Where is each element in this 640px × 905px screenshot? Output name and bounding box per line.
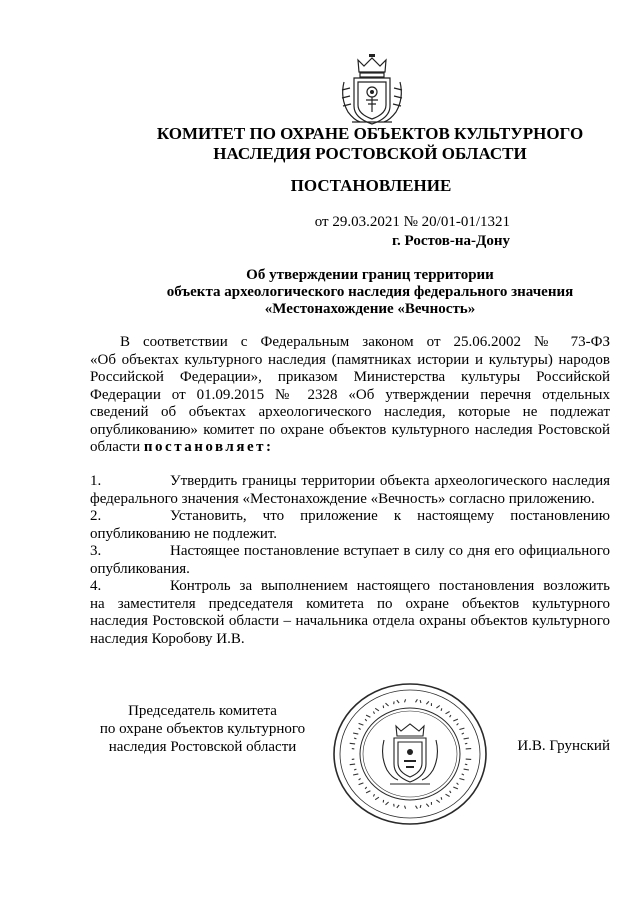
signatory-title-line: наследия Ростовской области [108,739,297,755]
organization-name-line1: КОМИТЕТ ПО ОХРАНЕ ОБЪЕКТОВ КУЛЬТУРНОГО [156,124,584,143]
official-seal-icon [330,680,490,828]
seal-lettering-mark [405,806,406,809]
subject-line1: Об утверждении границ территории [246,267,494,283]
seal-lettering-mark [453,787,458,789]
item-continuation: наследия Ростовской области – начальника отдела охраны объектов культурного [90,613,610,629]
seal-lettering-mark [397,805,399,808]
seal-lettering-mark [464,769,469,770]
seal-lettering-mark [416,699,418,702]
seal-lettering-mark [441,708,442,711]
signatory-title-line: по охране объектов культурного [99,721,306,737]
seal-lettering-mark [354,769,356,770]
preamble-line: опубликованию» комитет по охране объектов культурного наследия Ростовской [90,421,610,438]
document-city: г. Ростов-на-Дону [391,233,510,249]
seal-lettering-mark [386,802,389,805]
decree-item [90,543,610,578]
preamble-line: В соответствии с Федеральным законом от 25.06.2002 № 73-ФЗ [120,334,610,350]
item-text: Установить, что приложение к настоящему постановлению [170,508,610,524]
seal-lettering-mark [359,723,364,725]
seal-lettering-mark [459,728,464,729]
preamble-last-prefix: области [90,439,144,455]
item-continuation: опубликования. [90,560,190,577]
item-first-line [90,508,610,526]
seal-lettering-mark [375,797,379,800]
seal-lettering-mark [426,701,429,704]
item-number: 3. [90,543,102,559]
seal-lettering-mark [446,712,450,714]
seal-lettering-mark [405,699,406,702]
preamble-last-line [90,439,610,457]
item-number: 4. [90,578,102,594]
decree-word: постановляет: [143,439,274,455]
seal-lettering-mark [465,764,467,765]
seal-lettering-mark [441,797,442,800]
seal-lettering-mark [462,774,464,775]
item-first-line [90,543,610,561]
seal-lettering-mark [375,708,379,711]
seal-lettering-mark [373,712,374,714]
signatory-name: И.В. Грунский [517,738,610,754]
item-continuation: федерального значения «Местонахождение «Вечность» согласно приложению. [90,490,595,507]
seal-lettering-mark [453,719,458,721]
preamble-line: сведений об объектах археологического наследия, которые не подлежат [90,404,610,420]
item-continuation: опубликованию не подлежит. [90,525,278,542]
signatory-title [90,702,315,756]
subject-line2: объекта археологического наследия федерального значения [166,284,574,300]
seal-lettering-mark [420,805,421,808]
preamble-line: Российской Федерации», приказом Министерства культуры Российской [90,369,610,385]
seal-lettering-mark [450,791,451,793]
seal-lettering-mark [457,723,459,725]
seal-lettering-mark [366,791,370,793]
item-text: Утвердить границы территории объекта археологического наследия [170,473,610,489]
subject-line3: «Местонахождение «Вечность» [264,301,476,317]
seal-lettering-mark [359,728,361,729]
seal-lettering-mark [426,804,429,807]
decree-item [90,578,610,648]
preamble-line: Федерации от 01.09.2015 № 2328 «Об утверждении перечня отдельных [90,386,610,403]
seal-lettering-mark [373,794,374,796]
document-date-number: от 29.03.2021 № 20/01-01/1321 [314,214,510,230]
coat-of-arms-icon [338,52,406,128]
seal-lettering-mark [450,715,451,717]
seal-lettering-mark [462,733,464,734]
seal-lettering-mark [353,774,358,775]
seal-lettering-mark [436,706,439,709]
seal-lettering-mark [420,700,421,703]
seal-lettering-mark [457,783,459,785]
organization-name-line2: НАСЛЕДИЯ РОСТОВСКОЙ ОБЛАСТИ [213,144,527,163]
seal-lettering-mark [365,719,367,721]
item-first-line [90,473,610,491]
seal-lettering-mark [459,779,464,780]
seal-lettering-mark [397,700,399,703]
preamble-line: «Об объектах культурного наследия (памятниках истории и культуры) народов [90,351,610,368]
item-first-line [90,578,610,596]
signatory-title-line: Председатель комитета [128,703,277,719]
seal-lettering-mark [436,800,439,803]
item-number: 1. [90,473,102,489]
item-text: Настоящее постановление вступает в силу со дня его официального [170,543,610,559]
decree-items [90,473,610,648]
seal-lettering-mark [359,779,361,780]
document-type: ПОСТАНОВЛЕНИЕ [290,176,452,195]
seal-lettering-mark [465,743,467,744]
seal-lettering-mark [386,703,389,706]
seal-lettering-mark [416,806,418,809]
item-continuation: на заместителя председателя комитета по охране объектов культурного [90,595,610,612]
item-text: Контроль за выполнением настоящего постановления возложить [170,578,610,594]
seal-lettering-mark [359,783,364,785]
decree-item [90,508,610,543]
item-number: 2. [90,508,102,524]
decree-item [90,473,610,508]
seal-lettering-mark [365,787,367,789]
seal-lettering-mark [350,743,355,744]
seal-lettering-mark [354,738,356,739]
seal-lettering-mark [464,738,469,739]
seal-lettering-mark [446,794,450,796]
seal-lettering-mark [353,733,358,734]
seal-lettering-mark [366,715,370,717]
item-continuation: наследия Коробову И.В. [90,630,245,647]
seal-lettering-mark [350,764,355,765]
preamble-paragraph [90,334,610,457]
